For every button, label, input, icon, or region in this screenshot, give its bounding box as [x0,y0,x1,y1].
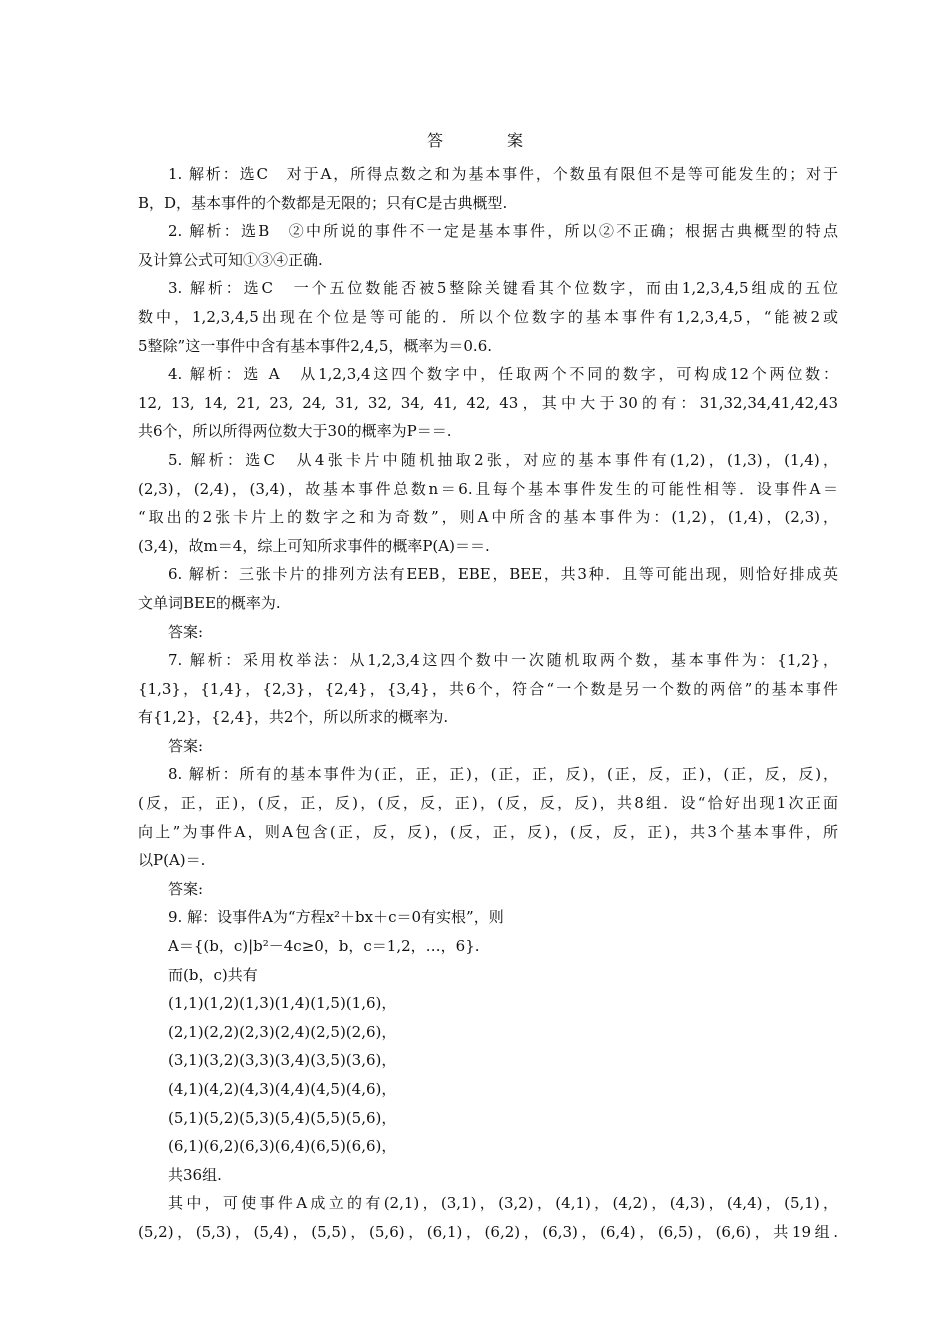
text-line: 5整除”这一事件中含有基本事件2,4,5，概率为＝0.6. [138,336,493,355]
text-line: 6. 解析：三张卡片的排列方法有EEB，EBE，BEE，共3种．且等可能出现，则恰好排成英 [168,565,838,584]
text-line: 2. 解析：选B ②中所说的事件不一定是基本事件，所以②不正确；根据古典概型的特点 [168,222,838,241]
text-line: (3,4)，故m＝4，综上可知所求事件的概率P(A)＝＝. [138,536,490,555]
text-line: 答案: [168,879,204,898]
text-line: “取出的2张卡片上的数字之和为奇数”，则A中所含的基本事件为：(1,2)，(1,4)，(2,3)， [138,508,838,527]
text-line: 有{1,2}，{2,4}，共2个，所以所求的概率为. [138,708,449,727]
text-line: (3,1)(3,2)(3,3)(3,4)(3,5)(3,6)， [168,1051,397,1070]
text-line: 文单词BEE的概率为. [138,593,281,612]
text-line: 向上”为事件A，则A包含(正，反，反)，(反，正，反)，(反，反，正)，共3个基本事件，所 [138,822,838,841]
text-line: 8. 解析：所有的基本事件为(正，正，正)，(正，正，反)，(正，反，正)，(正，反，反)， [168,765,838,784]
text-line: 共36组. [168,1165,222,1184]
text-line: (2,3)，(2,4)，(3,4)，故基本事件总数n＝6.且每个基本事件发生的可能性相等．设事件A＝ [138,479,838,498]
text-line: 4. 解析：选 A 从1,2,3,4这四个数字中，任取两个不同的数字，可构成12个两位数： [168,365,838,384]
text-line: 答案: [168,736,204,755]
text-line: {1,3}，{1,4}，{2,3}，{2,4}，{3,4}，共6个，符合“一个数是另一个数的两倍”的基本事件 [138,679,838,698]
text-line: 12, 13, 14, 21, 23, 24, 31, 32, 34, 41, 42, 43，其中大于30的有：31,32,34,41,42,43 [138,393,838,412]
text-line: 以P(A)＝. [138,851,206,870]
text-line: 1. 解析：选C 对于A，所得点数之和为基本事件，个数虽有限但不是等可能发生的；对于 [168,165,838,183]
text-line: 及计算公式可知①③④正确. [138,250,323,269]
page-title: 答 案 [426,131,547,150]
text-line: 而(b，c)共有 [168,965,258,984]
text-line: (1,1)(1,2)(1,3)(1,4)(1,5)(1,6)， [168,994,397,1013]
text-line: 答案: [168,622,204,641]
text-line: B，D，基本事件的个数都是无限的；只有C是古典概型. [138,193,508,212]
text-line: 数中，1,2,3,4,5出现在个位是等可能的．所以个位数字的基本事件有1,2,3,4,5，“能被2或 [138,307,838,326]
text-line: (2,1)(2,2)(2,3)(2,4)(2,5)(2,6)， [168,1022,397,1041]
text-line: 其中，可使事件A成立的有(2,1)，(3,1)，(3,2)，(4,1)，(4,2)，(4,3)，(4,4)，(5,1)， [168,1194,838,1213]
text-line: 9. 解：设事件A为“方程x²＋bx＋c＝0有实根”，则 [168,908,504,927]
text-line: (5,2)，(5,3)，(5,4)，(5,5)，(5,6)，(6,1)，(6,2)，(6,3)，(6,4)，(6,5)，(6,6)，共19组. [138,1222,838,1241]
answer-body [138,160,838,1247]
text-line: (反，正，正)，(反，正，反)，(反，反，正)，(反，反，反)，共8组．设“恰好出现1次正面 [138,794,838,813]
text-line: 5. 解析：选C 从4张卡片中随机抽取2张，对应的基本事件有(1,2)，(1,3)，(1,4)， [168,450,838,469]
text-line: (6,1)(6,2)(6,3)(6,4)(6,5)(6,6)， [168,1137,397,1156]
text-line: 共6个，所以所得两位数大于30的概率为P＝＝. [138,422,452,441]
text-line: A＝{(b，c)|b²－4c≥0，b，c＝1,2，…，6}. [168,937,480,956]
text-line: 3. 解析：选C 一个五位数能否被5整除关键看其个位数字，而由1,2,3,4,5组成的五位 [168,279,838,298]
text-line: 7. 解析：采用枚举法：从1,2,3,4这四个数中一次随机取两个数，基本事件为：{1,2}， [168,651,838,670]
text-line: (4,1)(4,2)(4,3)(4,4)(4,5)(4,6)， [168,1080,397,1098]
text-line: (5,1)(5,2)(5,3)(5,4)(5,5)(5,6)， [168,1108,397,1127]
